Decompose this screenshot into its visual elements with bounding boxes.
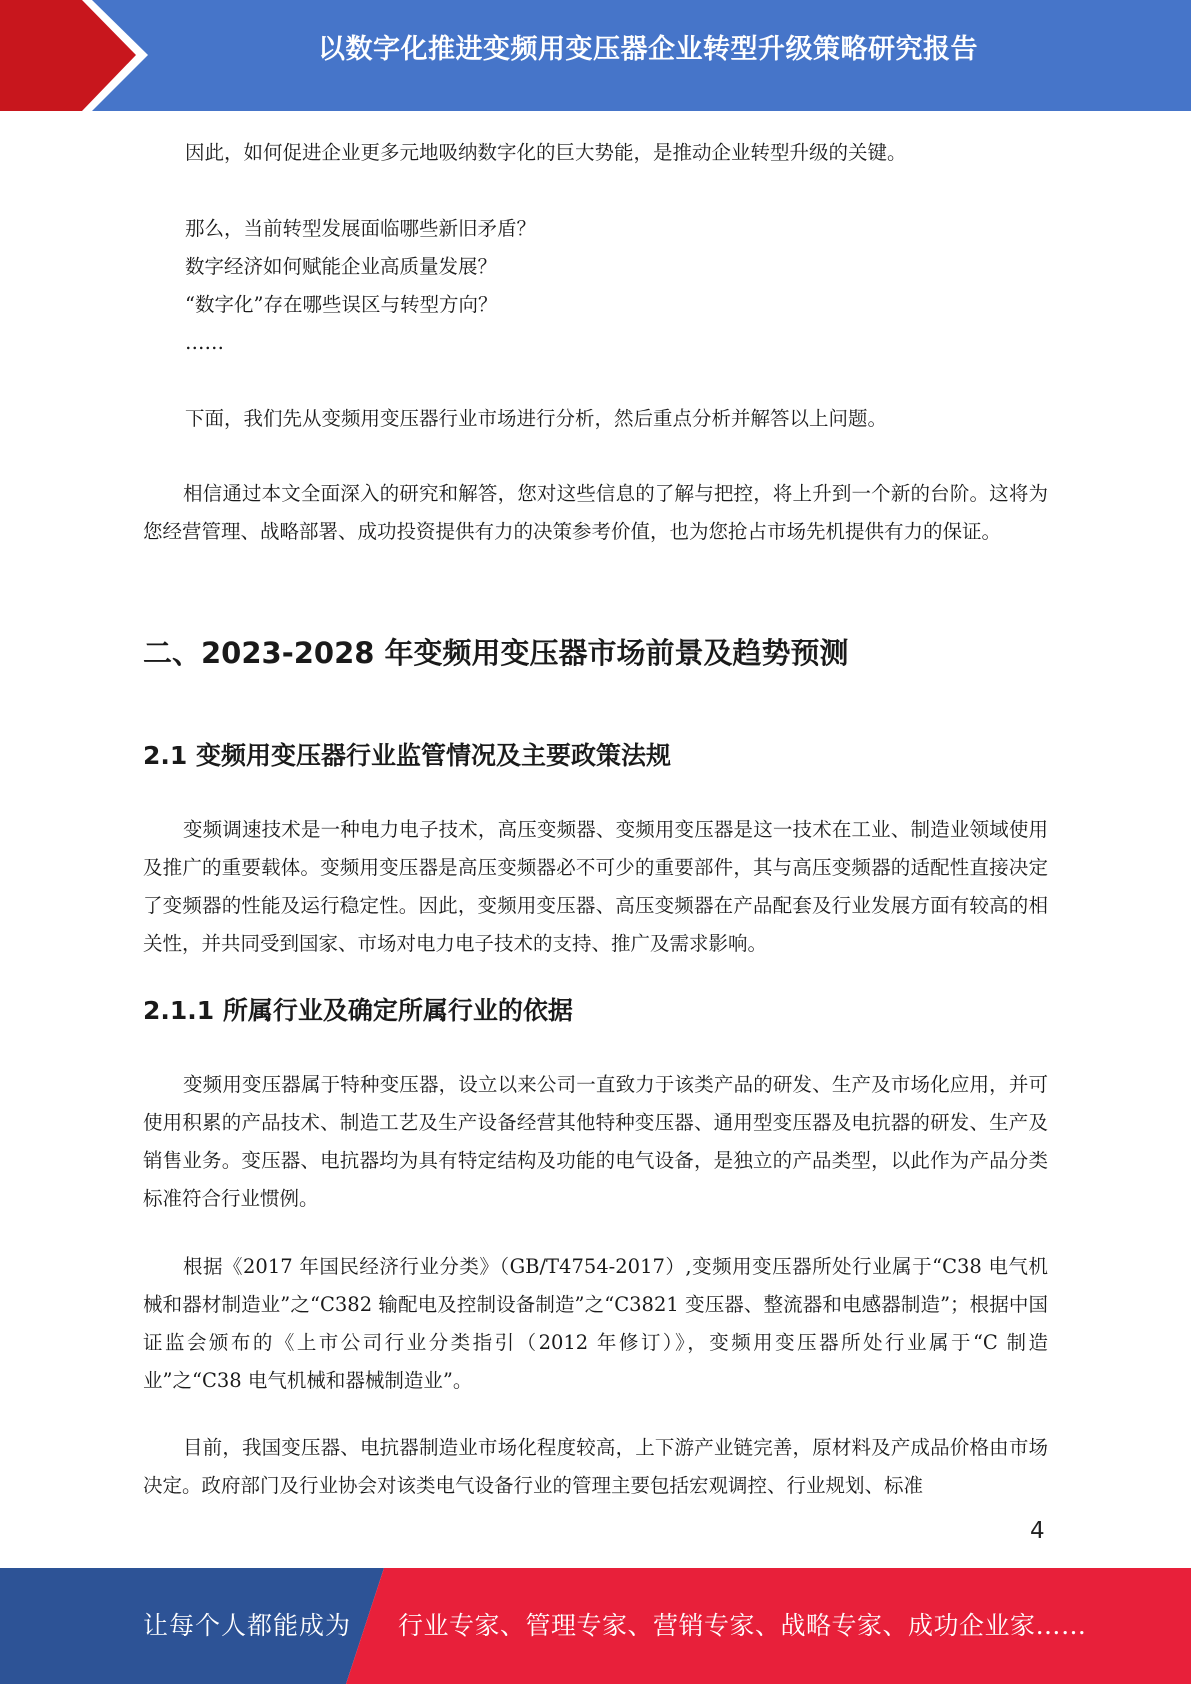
footer-slogan-left: 让每个人都能成为 xyxy=(143,1611,352,1640)
paragraph-intro: 因此，如何促进企业更多元地吸纳数字化的巨大势能，是推动企业转型升级的关键。 xyxy=(185,141,907,164)
report-title: 以数字化推进变频用变压器企业转型升级策略研究报告 xyxy=(318,34,978,65)
question-item: “数字化”存在哪些误区与转型方向？ xyxy=(185,293,498,316)
paragraph-analysis: 下面，我们先从变频用变压器行业市场进行分析，然后重点分析并解答以上问题。 xyxy=(185,407,888,430)
footer-slogan-right: 行业专家、管理专家、营销专家、战略专家、成功企业家…… xyxy=(398,1611,1087,1640)
paragraph-conclusion: 相信通过本文全面深入的研究和解答，您对这些信息的了解与把控，将上升到一个新的台阶。这将为您经营管理、战略部署、成功投资提供有力的决策参考价值，也为您抢占市场先机提供有力的保证。 xyxy=(143,482,1048,543)
page-footer xyxy=(0,1568,1191,1684)
paragraph-industry: 变频用变压器属于特种变压器，设立以来公司一直致力于该类产品的研发、生产及市场化应用，并可使用积累的产品技术、制造工艺及生产设备经营其他特种变压器、通用型变压器及电抗器的研发、生产及销售业务。变压器、电抗器均为具有特定结构及功能的电气设备，是独立的产品类型，以此作为产品分类标准符合行业惯例。 xyxy=(143,1073,1048,1210)
page-header xyxy=(0,0,1191,111)
ellipsis-item: …… xyxy=(185,331,224,354)
paragraph-classification: 根据《2017 年国民经济行业分类》（GB/T4754-2017）,变频用变压器所处行业属于“C38 电气机械和器材制造业”之“C382 输配电及控制设备制造”之“C3821 变压器、整流器和电感器制造”；根据中国证监会颁布的《上市公司行业分类指引（2012 年修订）》，变频用变压器所处行业属于“C 制造业”之“C38 电气机械和器械制造业”。 xyxy=(143,1255,1048,1392)
subsection-heading: 2.1.1 所属行业及确定所属行业的依据 xyxy=(143,996,573,1025)
paragraph-regulation: 目前，我国变压器、电抗器制造业市场化程度较高，上下游产业链完善，原材料及产成品价格由市场决定。政府部门及行业协会对该类电气设备行业的管理主要包括宏观调控、行业规划、标准 xyxy=(143,1436,1048,1497)
page-number: 4 xyxy=(1030,1518,1045,1544)
paragraph-technology: 变频调速技术是一种电力电子技术，高压变频器、变频用变压器是这一技术在工业、制造业领域使用及推广的重要载体。变频用变压器是高压变频器必不可少的重要部件，其与高压变频器的适配性直接决定了变频器的性能及运行稳定性。因此，变频用变压器、高压变频器在产品配套及行业发展方面有较高的相关性，并共同受到国家、市场对电力电子技术的支持、推广及需求影响。 xyxy=(143,818,1048,955)
question-item: 数字经济如何赋能企业高质量发展？ xyxy=(185,255,498,278)
question-item: 那么，当前转型发展面临哪些新旧矛盾？ xyxy=(185,217,537,240)
subsection-heading: 2.1 变频用变压器行业监管情况及主要政策法规 xyxy=(143,741,671,770)
header-arrow-decoration xyxy=(0,0,160,111)
section-heading: 二、2023-2028 年变频用变压器市场前景及趋势预测 xyxy=(143,636,849,670)
